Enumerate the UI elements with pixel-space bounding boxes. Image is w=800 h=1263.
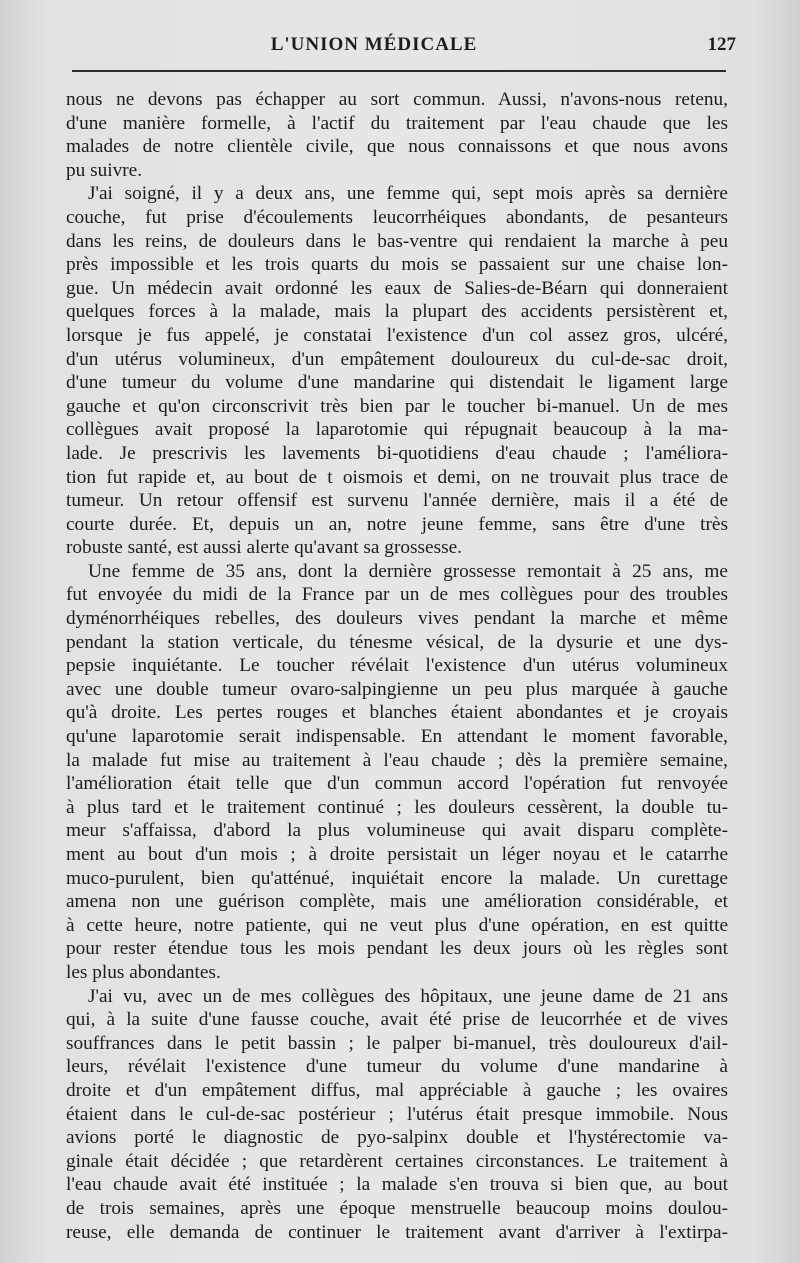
text-line: tion fut rapide et, au bout de t oismois et demi, on ne trouvait plus trace de: [66, 466, 728, 488]
text-line: malades de notre clientèle civile, que nous connaissons et que nous avons: [66, 136, 728, 158]
text-line: l'eau chaude avait été instituée ; la malade s'en trouva si bien que, au bout: [66, 1174, 728, 1196]
text-line: quelques forces à la malade, mais la plupart des accidents persistèrent et,: [66, 301, 728, 323]
text-line: l'amélioration était telle que d'un commun accord l'opération fut renvoyée: [66, 773, 728, 795]
text-line: étaient dans le cul-de-sac postérieur ; l'utérus était presque immobile. Nous: [66, 1103, 728, 1125]
text-line: avec une double tumeur ovaro-salpingienne un peu plus marquée à gauche: [66, 678, 728, 700]
text-line: ginale était décidée ; que retardèrent certaines circonstances. Le traitement à: [66, 1150, 728, 1172]
text-line: pu suivre.: [66, 159, 143, 181]
text-line: qu'à droite. Les pertes rouges et blanches étaient abondantes et je croyais: [66, 702, 728, 724]
text-line: couche, fut prise d'écoulements leucorrhéiques abondants, de pesanteurs: [66, 206, 728, 228]
text-line: Une femme de 35 ans, dont la dernière grossesse remontait à 25 ans, me: [88, 560, 728, 582]
text-line: de trois semaines, après une époque menstruelle beaucoup moins doulou-: [66, 1197, 728, 1219]
text-line: d'un utérus volumineux, d'un empâtement douloureux du cul-de-sac droit,: [66, 348, 728, 370]
text-line: muco-purulent, bien qu'atténué, inquiétait encore la malade. Un curettage: [66, 867, 728, 889]
text-line: qu'une laparotomie serait indispensable. En attendant le moment favorable,: [66, 726, 728, 748]
text-line: pour rester étendue tous les mois pendant les deux jours où les règles sont: [66, 938, 728, 960]
text-line: dyménorrhéiques rebelles, des douleurs vives pendant la marche et même: [66, 608, 728, 630]
text-line: tumeur. Un retour offensif est survenu l'année dernière, mais il a été de: [66, 490, 728, 512]
text-line: avions porté le diagnostic de pyo-salpinx double et l'hystérectomie va-: [66, 1127, 728, 1149]
text-line: meur s'affaissa, d'abord la plus volumineuse qui avait disparu complète-: [66, 820, 728, 842]
text-line: d'une manière formelle, à l'actif du traitement par l'eau chaude que les: [66, 112, 728, 134]
text-line: à plus tard et le traitement continué ; les douleurs cessèrent, la double tu-: [66, 796, 728, 818]
text-line: fut envoyée du midi de la France par un de mes collègues pour des troubles: [66, 584, 728, 606]
text-line: ment au bout d'un mois ; à droite persistait un léger noyau et le catarrhe: [66, 844, 728, 865]
text-line: qui, à la suite d'une fausse couche, avait été prise de leucorrhée et de vives: [66, 1009, 728, 1031]
text-line: à cette heure, notre patiente, qui ne veut plus d'une opération, en est quitte: [66, 914, 728, 936]
text-line: dans les reins, de douleurs dans le bas-ventre qui rendaient la marche à peu: [66, 230, 728, 252]
text-line: lorsque je fus appelé, je constatai l'existence d'un col assez gros, ulcéré,: [66, 324, 728, 346]
text-line: reuse, elle demanda de continuer le traitement avant d'arriver à l'extirpa-: [66, 1221, 728, 1243]
paragraph: [66, 985, 728, 1245]
header-rule: [72, 70, 726, 72]
running-title: L'UNION MÉDICALE: [270, 34, 478, 55]
text-line: J'ai soigné, il y a deux ans, une femme qui, sept mois après sa dernière: [88, 183, 728, 205]
body-text: [66, 88, 728, 1244]
page-header: [66, 34, 736, 64]
text-line: souffrances dans le petit bassin ; le palper bi-manuel, très douloureux d'ail-: [66, 1032, 728, 1054]
text-line: les plus abondantes.: [66, 961, 221, 983]
text-line: courte durée. Et, depuis un an, notre jeune femme, sans être d'une très: [66, 513, 728, 535]
text-line: collègues avait proposé la laparotomie qui répugnait beaucoup à la ma-: [66, 419, 728, 441]
text-line: lade. Je prescrivis les lavements bi-quotidiens d'eau chaude ; l'améliora-: [66, 442, 728, 464]
page-number: 127: [707, 34, 736, 55]
text-line: nous ne devons pas échapper au sort commun. Aussi, n'avons-nous retenu,: [66, 89, 728, 110]
paragraph: [66, 182, 728, 560]
text-line: gauche et qu'on circonscrivit très bien par le toucher bi-manuel. Un de mes: [66, 395, 728, 417]
text-line: gue. Un médecin avait ordonné les eaux de Salies-de-Béarn qui donneraient: [66, 277, 728, 299]
paragraph: [66, 88, 728, 182]
text-line: près impossible et les trois quarts du mois se passaient sur une chaise lon-: [66, 254, 728, 276]
text-line: robuste santé, est aussi alerte qu'avant sa grossesse.: [66, 537, 462, 559]
text-line: J'ai vu, avec un de mes collègues des hôpitaux, une jeune dame de 21 ans: [88, 985, 728, 1007]
paragraph: [66, 560, 728, 985]
text-line: la malade fut mise au traitement à l'eau chaude ; dès la première semaine,: [66, 749, 728, 771]
text-line: droite et d'un empâtement diffus, mal appréciable à gauche ; les ovaires: [66, 1079, 728, 1101]
text-line: amena non une guérison complète, mais une amélioration considérable, et: [66, 891, 728, 913]
text-line: pepsie inquiétante. Le toucher révélait l'existence d'un utérus volumineux: [66, 655, 728, 677]
text-line: d'une tumeur du volume d'une mandarine qui distendait le ligament large: [66, 372, 728, 394]
text-line: leurs, révélait l'existence d'une tumeur du volume d'une mandarine à: [66, 1056, 728, 1078]
text-line: pendant la station verticale, du ténesme vésical, de la dysurie et une dys-: [66, 631, 728, 653]
